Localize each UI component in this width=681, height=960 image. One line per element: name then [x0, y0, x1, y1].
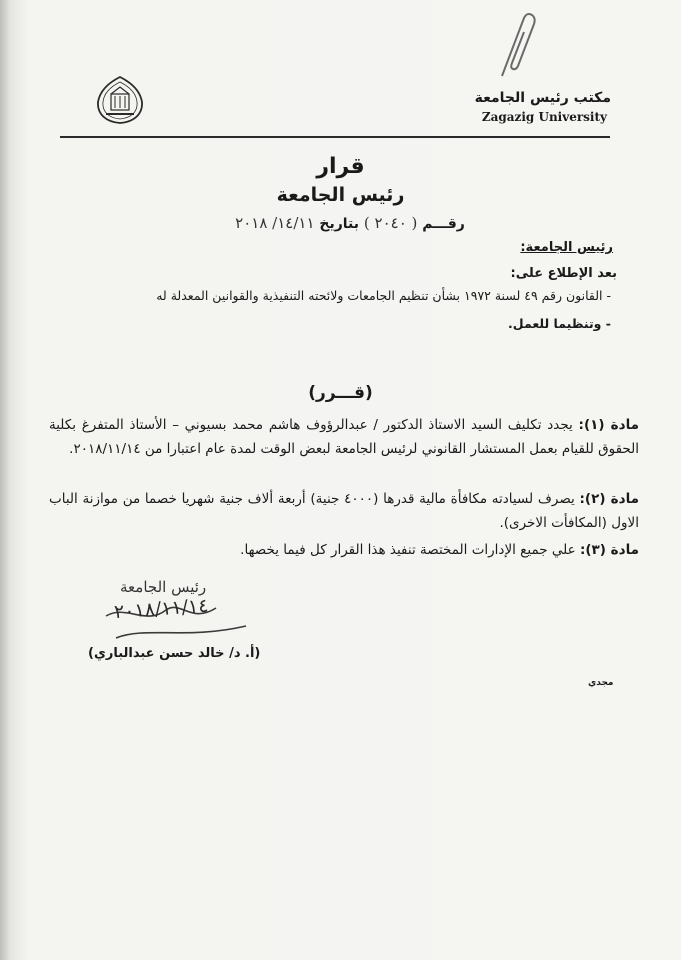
- document-subtitle: رئيس الجامعة: [276, 184, 405, 206]
- header-divider: [60, 136, 610, 138]
- office-name-english: Zagazig University: [481, 110, 607, 124]
- article-label: مادة (١):: [578, 417, 640, 433]
- article-text: يجدد تكليف السيد الاستاذ الدكتور / عبدالرؤوف هاشم محمد بسيوني – الأستاذ المتفرغ بكلية الحقوق للقيام بعمل المستشار القانوني لرئيس الجامعة لبعض الوقت لمدة عام اعتبارا من ٢٠١٨/١١/١٤.: [49, 417, 639, 457]
- reference-label: رقـــم: [422, 216, 465, 232]
- office-name-arabic: مكتب رئيس الجامعة: [474, 90, 611, 106]
- article-label: مادة (٣):: [579, 542, 639, 558]
- article-label: مادة (٢):: [579, 491, 639, 507]
- reference-line: [200, 214, 500, 232]
- signature-date: ٢٠١٨/١١/١٤: [113, 594, 210, 624]
- reference-number: ( ٢٠٤٠ ): [363, 214, 418, 232]
- president-heading: رئيس الجامعة:: [520, 240, 613, 255]
- decision-heading: (قـــرر): [308, 383, 373, 403]
- preamble-bullet: - وتنظيما للعمل.: [508, 316, 611, 331]
- typist-initials: مجدي: [588, 678, 614, 688]
- article-2: [49, 487, 639, 535]
- article-3: [49, 538, 639, 562]
- paper-clip-icon: [494, 12, 540, 80]
- article-text: علي جميع الإدارات المختصة تنفيذ هذا القرار كل فيما يخصها.: [240, 542, 576, 558]
- after-review-heading: بعد الإطلاع على:: [510, 266, 617, 281]
- signatory-name: (أ. د/ خالد حسن عبدالباري): [88, 646, 261, 661]
- document-title: قرار: [316, 154, 365, 179]
- preamble-bullet: - القانون رقم ٤٩ لسنة ١٩٧٢ بشأن تنظيم الجامعات ولائحته التنفيذية والقوانين المعدلة له: [156, 288, 611, 303]
- date-label: بتاريخ: [319, 216, 360, 232]
- article-1: [49, 413, 639, 461]
- article-text: يصرف لسيادته مكافأة مالية قدرها (٤٠٠٠ جنية) أربعة ألاف جنية شهريا خصما من موازنة الباب الاول (المكافأت الاخرى).: [49, 491, 639, 531]
- date-value: ١٤/١١/ ٢٠١٨: [235, 214, 315, 232]
- zagazig-university-seal-icon: [94, 74, 146, 126]
- signature-title: رئيس الجامعة: [120, 578, 207, 596]
